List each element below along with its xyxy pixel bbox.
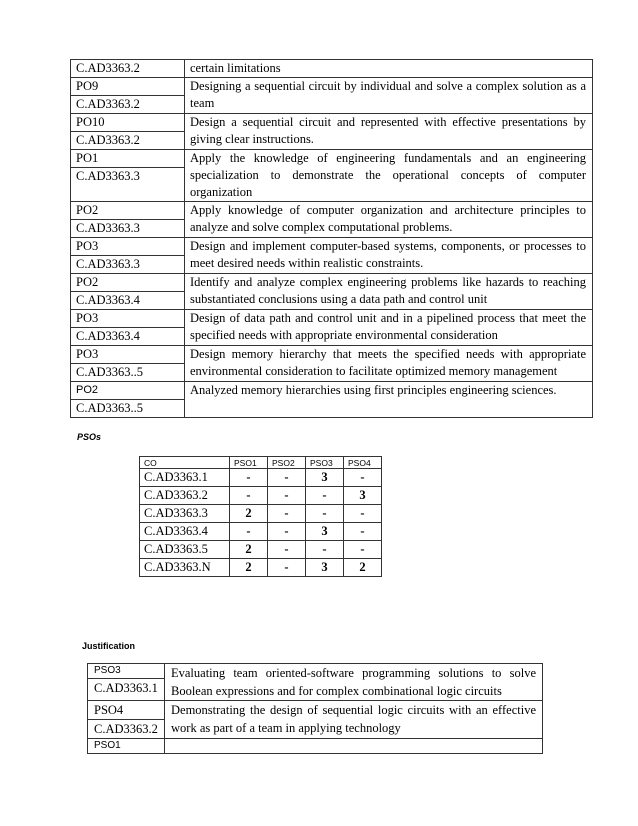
justification-description: Demonstrating the design of sequential logic circuits with an effective work as part of a team in applying technology bbox=[165, 701, 543, 739]
mapping-code: PO3 bbox=[71, 310, 184, 328]
pso-value-cell: - bbox=[344, 505, 382, 523]
mapping-code: C.AD3363.3 bbox=[76, 169, 140, 183]
justification-code: C.AD3363.2 bbox=[94, 722, 158, 736]
pso-header-cell: PSO1 bbox=[230, 457, 268, 469]
pso-value-cell: 3 bbox=[306, 469, 344, 487]
pso-value-cell: 3 bbox=[306, 523, 344, 541]
justification-codes-cell bbox=[88, 701, 165, 739]
justification-row bbox=[88, 664, 543, 701]
justification-description: Evaluating team oriented-software programming solutions to solve Boolean expressions and for complex combinational logic circuits bbox=[165, 664, 543, 701]
justification-row bbox=[88, 701, 543, 739]
pso-value-cell: - bbox=[230, 469, 268, 487]
mapping-code: C.AD3363.4 bbox=[76, 293, 140, 307]
pso-value-cell: - bbox=[230, 487, 268, 505]
pso-value-cell: - bbox=[268, 541, 306, 559]
mapping-code: C.AD3363.4 bbox=[76, 329, 140, 343]
mapping-code: PO10 bbox=[71, 114, 184, 132]
mapping-description: Design of data path and control unit and in a pipelined process that meet the specified needs with appropriate environmental consideration bbox=[185, 310, 593, 346]
justification-description bbox=[165, 739, 543, 754]
mapping-row bbox=[71, 382, 593, 418]
pso-value-cell: - bbox=[268, 559, 306, 577]
pso-value-cell: - bbox=[306, 505, 344, 523]
pso-row bbox=[140, 523, 382, 541]
pso-value-cell: 3 bbox=[306, 559, 344, 577]
pso-row bbox=[140, 469, 382, 487]
mapping-row bbox=[71, 310, 593, 346]
pso-value-cell: 2 bbox=[230, 505, 268, 523]
pso-row bbox=[140, 541, 382, 559]
pso-value-cell: 2 bbox=[230, 541, 268, 559]
pso-row bbox=[140, 505, 382, 523]
pso-value-cell: - bbox=[306, 541, 344, 559]
mapping-description: Design a sequential circuit and represented with effective presentations by giving clear instructions. bbox=[185, 114, 593, 150]
pso-row bbox=[140, 487, 382, 505]
pso-value-cell: - bbox=[306, 487, 344, 505]
mapping-code: PO9 bbox=[71, 78, 184, 96]
psos-heading: PSOs bbox=[77, 432, 102, 442]
mapping-code: PO3 bbox=[71, 238, 184, 256]
mapping-codes-cell bbox=[71, 150, 185, 202]
justification-row bbox=[88, 739, 543, 754]
mapping-row bbox=[71, 78, 593, 114]
pso-value-cell: - bbox=[268, 469, 306, 487]
justification-code: C.AD3363.1 bbox=[94, 681, 158, 695]
pso-value-cell: - bbox=[230, 523, 268, 541]
pso-value-cell: - bbox=[344, 469, 382, 487]
justification-label: PSO3 bbox=[88, 664, 164, 679]
justification-codes-cell bbox=[88, 739, 165, 754]
mapping-description: Design and implement computer-based systems, components, or processes to meet desired needs within realistic constraints. bbox=[185, 238, 593, 274]
mapping-code: PO3 bbox=[71, 346, 184, 364]
pso-header-cell: PSO2 bbox=[268, 457, 306, 469]
mapping-code: C.AD3363..5 bbox=[76, 401, 144, 415]
mapping-code: PO2 bbox=[71, 382, 184, 400]
justification-label: PSO4 bbox=[88, 701, 164, 720]
pso-co-cell: C.AD3363.N bbox=[140, 559, 230, 577]
mapping-code: C.AD3363.2 bbox=[76, 97, 140, 111]
mapping-codes-cell bbox=[71, 114, 185, 150]
mapping-codes-cell bbox=[71, 78, 185, 114]
pso-value-cell: 3 bbox=[344, 487, 382, 505]
mapping-codes-cell bbox=[71, 310, 185, 346]
justification-codes-cell bbox=[88, 664, 165, 701]
mapping-description: Apply knowledge of computer organization and architecture principles to analyze and solve complex computational problems. bbox=[185, 202, 593, 238]
pso-co-cell: C.AD3363.1 bbox=[140, 469, 230, 487]
mapping-row bbox=[71, 346, 593, 382]
pso-header-cell: PSO4 bbox=[344, 457, 382, 469]
mapping-codes-cell bbox=[71, 60, 185, 78]
mapping-description: Identify and analyze complex engineering problems like hazards to reaching substantiated conclusions using a data path and control unit bbox=[185, 274, 593, 310]
pso-value-cell: 2 bbox=[344, 559, 382, 577]
pso-co-cell: C.AD3363.4 bbox=[140, 523, 230, 541]
mapping-codes-cell bbox=[71, 346, 185, 382]
pso-row bbox=[140, 559, 382, 577]
mapping-row bbox=[71, 274, 593, 310]
pso-co-cell: C.AD3363.2 bbox=[140, 487, 230, 505]
pso-value-cell: - bbox=[344, 541, 382, 559]
mapping-description: Apply the knowledge of engineering fundamentals and an engineering specialization to demonstrate the operational concepts of computer organization bbox=[185, 150, 593, 202]
mapping-code: PO2 bbox=[71, 274, 184, 292]
mapping-codes-cell bbox=[71, 382, 185, 418]
mapping-code: PO1 bbox=[71, 150, 184, 168]
pso-co-cell: C.AD3363.5 bbox=[140, 541, 230, 559]
pso-value-cell: - bbox=[344, 523, 382, 541]
mapping-code: C.AD3363.2 bbox=[76, 61, 140, 75]
mapping-code: C.AD3363.2 bbox=[76, 133, 140, 147]
mapping-codes-cell bbox=[71, 238, 185, 274]
pso-mapping-table bbox=[139, 456, 382, 577]
pso-header-cell: PSO3 bbox=[306, 457, 344, 469]
mapping-code: C.AD3363.3 bbox=[76, 221, 140, 235]
pso-value-cell: - bbox=[268, 487, 306, 505]
justification-table bbox=[87, 663, 543, 754]
justification-heading: Justification bbox=[82, 641, 136, 651]
pso-co-cell: C.AD3363.3 bbox=[140, 505, 230, 523]
mapping-codes-cell bbox=[71, 274, 185, 310]
mapping-code: PO2 bbox=[71, 202, 184, 220]
co-po-mapping-table bbox=[70, 59, 593, 418]
pso-header-cell: CO bbox=[140, 457, 230, 469]
mapping-description: Analyzed memory hierarchies using first principles engineering sciences. bbox=[185, 382, 593, 418]
mapping-codes-cell bbox=[71, 202, 185, 238]
mapping-description: certain limitations bbox=[185, 60, 593, 78]
mapping-code: C.AD3363.3 bbox=[76, 257, 140, 271]
pso-value-cell: - bbox=[268, 505, 306, 523]
mapping-description: Designing a sequential circuit by individual and solve a complex solution as a team bbox=[185, 78, 593, 114]
pso-value-cell: - bbox=[268, 523, 306, 541]
mapping-code: C.AD3363..5 bbox=[76, 365, 144, 379]
mapping-row bbox=[71, 202, 593, 238]
pso-value-cell: 2 bbox=[230, 559, 268, 577]
mapping-row bbox=[71, 150, 593, 202]
justification-label: PSO1 bbox=[94, 740, 121, 751]
mapping-description: Design memory hierarchy that meets the specified needs with appropriate environmental consideration to facilitate optimized memory management bbox=[185, 346, 593, 382]
mapping-row bbox=[71, 60, 593, 78]
mapping-row bbox=[71, 114, 593, 150]
mapping-row bbox=[71, 238, 593, 274]
